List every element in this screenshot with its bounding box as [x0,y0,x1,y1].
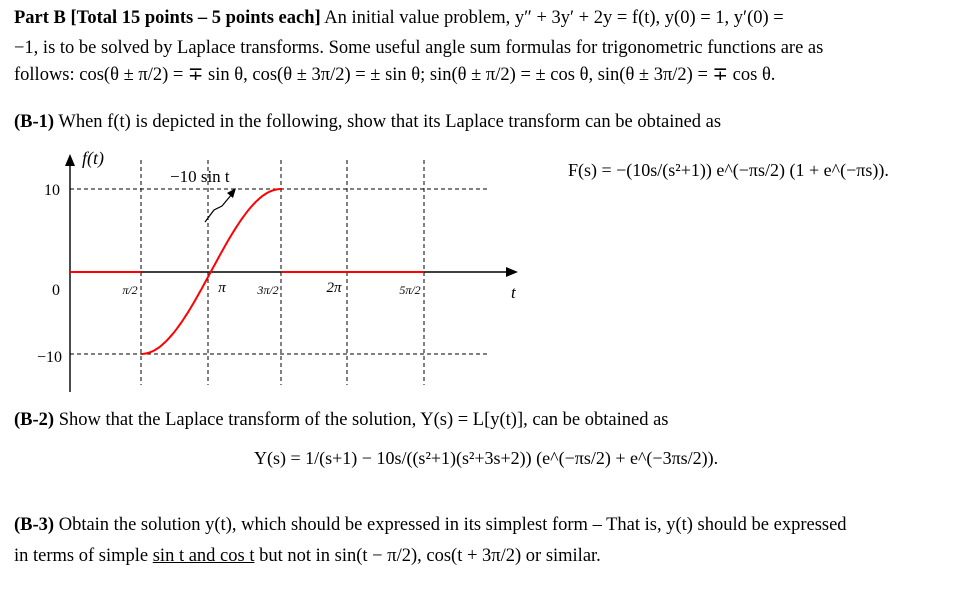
b2-equation: Y(s) = 1/(s+1) − 10s/((s²+1)(s²+3s+2)) (e^(−πs/2) + e^(−3πs/2)). [254,448,719,468]
b3-line-2 [14,546,601,567]
y-tick-minus-10: −10 [36,349,62,366]
b3-label: (B-3) [14,515,55,535]
b3-line2-suffix: but not in sin(t − π/2), cos(t + 3π/2) or similar. [254,546,601,566]
curve-label: −10 sin t [170,167,230,186]
x-tick-pi-over-2: π/2 [122,283,138,297]
formulas-prefix: follows: [14,65,80,85]
problem-intro-line-3: follows: cos(θ ± π/2) = ∓ sin θ, cos(θ ± 3π/2) = ± sin θ; sin(θ ± π/2) = ± cos θ, sin(θ ± 3π/2) = ∓ cos θ. [14,65,776,85]
b3-question [14,515,847,536]
x-tick-5pi-over-2: 5π/2 [399,283,421,297]
b3-underlined-terms: sin t and cos t [152,546,255,566]
b1-question [14,112,721,133]
x-axis-arrow-icon [506,267,518,277]
b2-question [14,410,669,431]
annotation-arrow [205,194,232,222]
y-axis-arrow-icon [65,154,75,166]
problem-intro-line-1 [14,8,784,29]
formula-4: sin(θ ± 3π/2) = ∓ cos θ. [597,65,776,85]
formula-2: cos(θ ± 3π/2) = ± sin θ [252,65,421,85]
b1-text: When f(t) is depicted in the following, show that its Laplace transform can be obtained as [54,112,722,132]
formula-3: sin(θ ± π/2) = ± cos θ [429,65,589,85]
b1-equation: F(s) = −(10s/(s²+1)) e^(−πs/2) (1 + e^(−πs)). [568,160,889,180]
y-tick-0: 0 [52,282,60,299]
problem-intro-line-2: −1, is to be solved by Laplace transforms. Some useful angle sum formulas for trigonometric functions are as [14,38,824,58]
b2-label: (B-2) [14,410,55,430]
x-tick-2pi: 2π [326,280,342,296]
part-label: Part B [Total 15 points – 5 points each] [14,8,321,28]
y-tick-10: 10 [44,182,60,199]
x-tick-pi: π [218,280,226,296]
y-axis-label: f(t) [82,148,104,168]
function-graph [0,140,530,405]
x-axis-label: t [511,283,516,302]
formula-1: cos(θ ± π/2) = ∓ sin θ [79,65,244,85]
b1-label: (B-1) [14,112,55,132]
x-tick-3pi-over-2: 3π/2 [257,283,279,297]
b3-line2-prefix: in terms of simple [14,546,153,566]
intro-text-1: An initial value problem, y″ + 3y′ + 2y = f(t), y(0) = 1, y′(0) = [320,8,784,28]
b2-text: Show that the Laplace transform of the solution, Y(s) = L[y(t)], can be obtained as [54,410,669,430]
b3-text: Obtain the solution y(t), which should be expressed in its simplest form – That is, y(t) should be expressed [54,515,847,535]
